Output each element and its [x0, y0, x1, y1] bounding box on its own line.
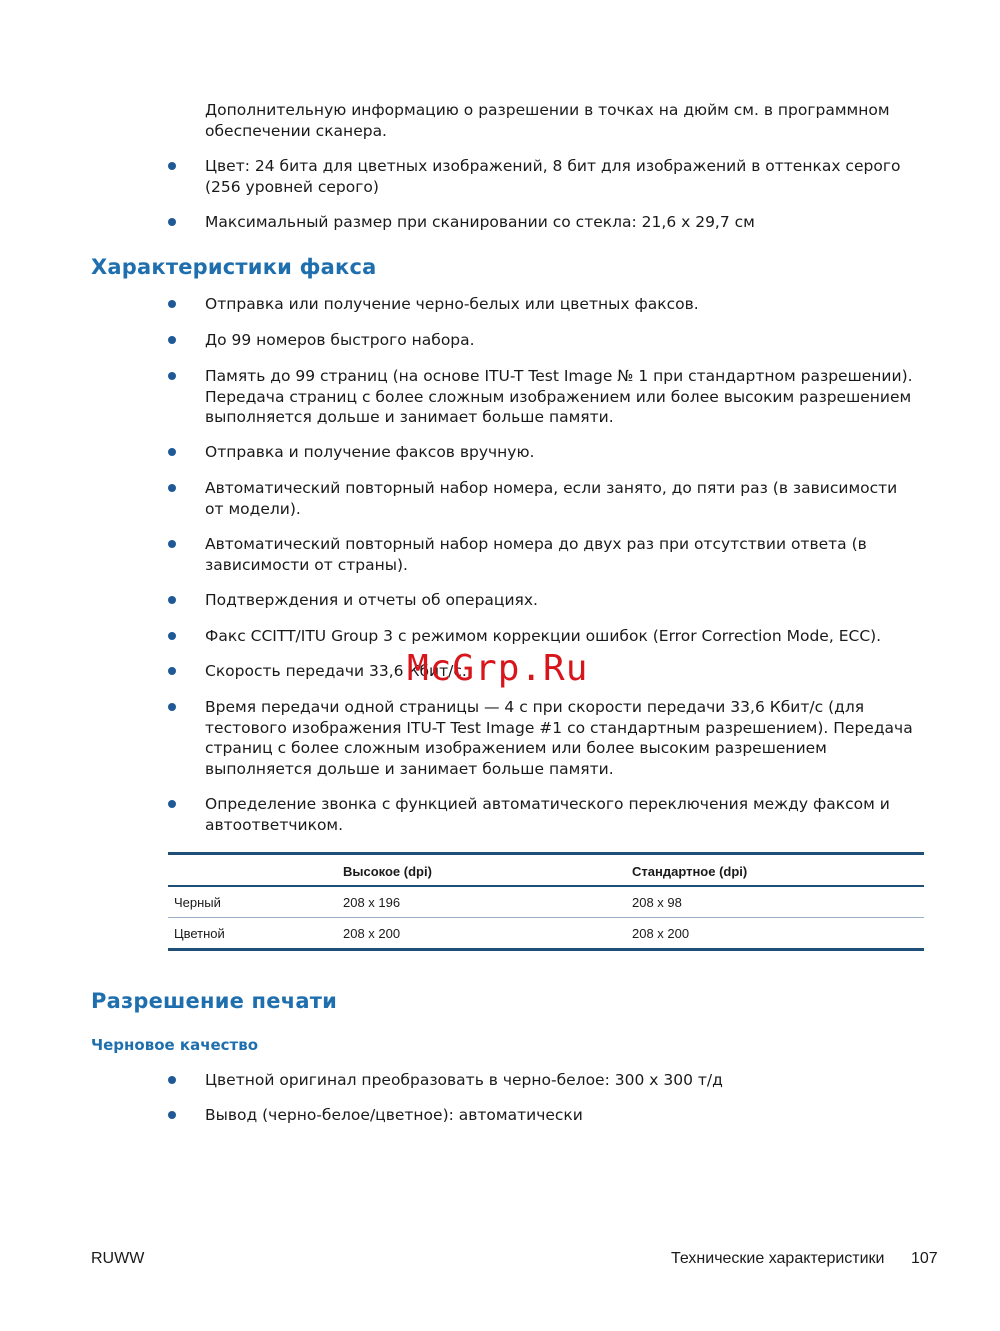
- table-cell: 208 x 200: [632, 926, 690, 941]
- fax-bullet: Время передачи одной страницы — 4 с при скорости передачи 33,6 Кбит/с (для тестового изображения ITU-T Test Image #1 со стандартным разрешением). Передача страниц с более сложным изображением или более высоким разрешением выполняется дольше и занимает больше памяти.: [205, 698, 913, 778]
- fax-section-heading: Характеристики факса: [91, 255, 377, 279]
- print-bullet: Вывод (черно-белое/цветное): автоматически: [205, 1106, 583, 1124]
- intro-bullet-color: Цвет: 24 бита для цветных изображений, 8 бит для изображений в оттенках серого (256 уровней серого): [205, 157, 901, 196]
- bullet-dot: [168, 218, 176, 226]
- fax-resolution-table: [168, 852, 924, 951]
- table-cell: Черный: [174, 895, 221, 910]
- table-row: [168, 918, 924, 948]
- table-cell: 208 x 196: [343, 895, 401, 910]
- footer-page-number: 107: [911, 1250, 938, 1267]
- bullet-dot: [168, 372, 176, 380]
- table-rule: [168, 948, 924, 951]
- footer-left-label: RUWW: [91, 1250, 145, 1267]
- print-bullet: Цветной оригинал преобразовать в черно-белое: 300 x 300 т/д: [205, 1071, 723, 1089]
- fax-bullet: Память до 99 страниц (на основе ITU-T Test Image № 1 при стандартном разрешении). Передача страниц с более сложным изображением или более высоким разрешением выполняется дольше и занимает больше памяти.: [205, 367, 913, 426]
- table-header-cell: Высокое (dpi): [343, 864, 432, 879]
- fax-bullet: Отправка и получение факсов вручную.: [205, 443, 535, 461]
- table-cell: Цветной: [174, 926, 225, 941]
- bullet-dot: [168, 703, 176, 711]
- bullet-dot: [168, 300, 176, 308]
- table-cell: 208 x 98: [632, 895, 682, 910]
- intro-continued-text: Дополнительную информацию о разрешении в точках на дюйм см. в программном обеспечении сканера.: [205, 101, 890, 140]
- bullet-dot: [168, 448, 176, 456]
- table-header-row: [168, 855, 924, 885]
- bullet-dot: [168, 667, 176, 675]
- bullet-dot: [168, 632, 176, 640]
- fax-bullet: Автоматический повторный набор номера до двух раз при отсутствии ответа (в зависимости от страны).: [205, 535, 867, 574]
- table-cell: 208 x 200: [343, 926, 401, 941]
- bullet-dot: [168, 800, 176, 808]
- bullet-dot: [168, 1111, 176, 1119]
- fax-bullet: Автоматический повторный набор номера, если занято, до пяти раз (в зависимости от модели).: [205, 479, 898, 518]
- draft-quality-subheading: Черновое качество: [91, 1036, 259, 1054]
- print-section-heading: Разрешение печати: [91, 989, 337, 1013]
- footer-chapter-title: Технические характеристики: [671, 1250, 885, 1267]
- fax-bullet: Факс CCITT/ITU Group 3 с режимом коррекции ошибок (Error Correction Mode, ECC).: [205, 627, 882, 645]
- bullet-dot: [168, 596, 176, 604]
- fax-bullet: Скорость передачи 33,6 Кбит/с.: [205, 662, 467, 680]
- fax-bullet: Отправка или получение черно-белых или цветных факсов.: [205, 295, 699, 313]
- fax-bullet: Подтверждения и отчеты об операциях.: [205, 591, 538, 609]
- fax-bullet: Определение звонка с функцией автоматического переключения между факсом и автоответчиком.: [205, 795, 890, 834]
- table-header-cell: Стандартное (dpi): [632, 864, 748, 879]
- bullet-dot: [168, 336, 176, 344]
- bullet-dot: [168, 484, 176, 492]
- intro-bullet-max-size: Максимальный размер при сканировании со стекла: 21,6 x 29,7 см: [205, 213, 755, 231]
- fax-bullet: До 99 номеров быстрого набора.: [205, 331, 475, 349]
- bullet-dot: [168, 1076, 176, 1084]
- bullet-dot: [168, 540, 176, 548]
- bullet-dot: [168, 162, 176, 170]
- watermark: McGrp.Ru: [407, 648, 589, 689]
- table-row: [168, 887, 924, 917]
